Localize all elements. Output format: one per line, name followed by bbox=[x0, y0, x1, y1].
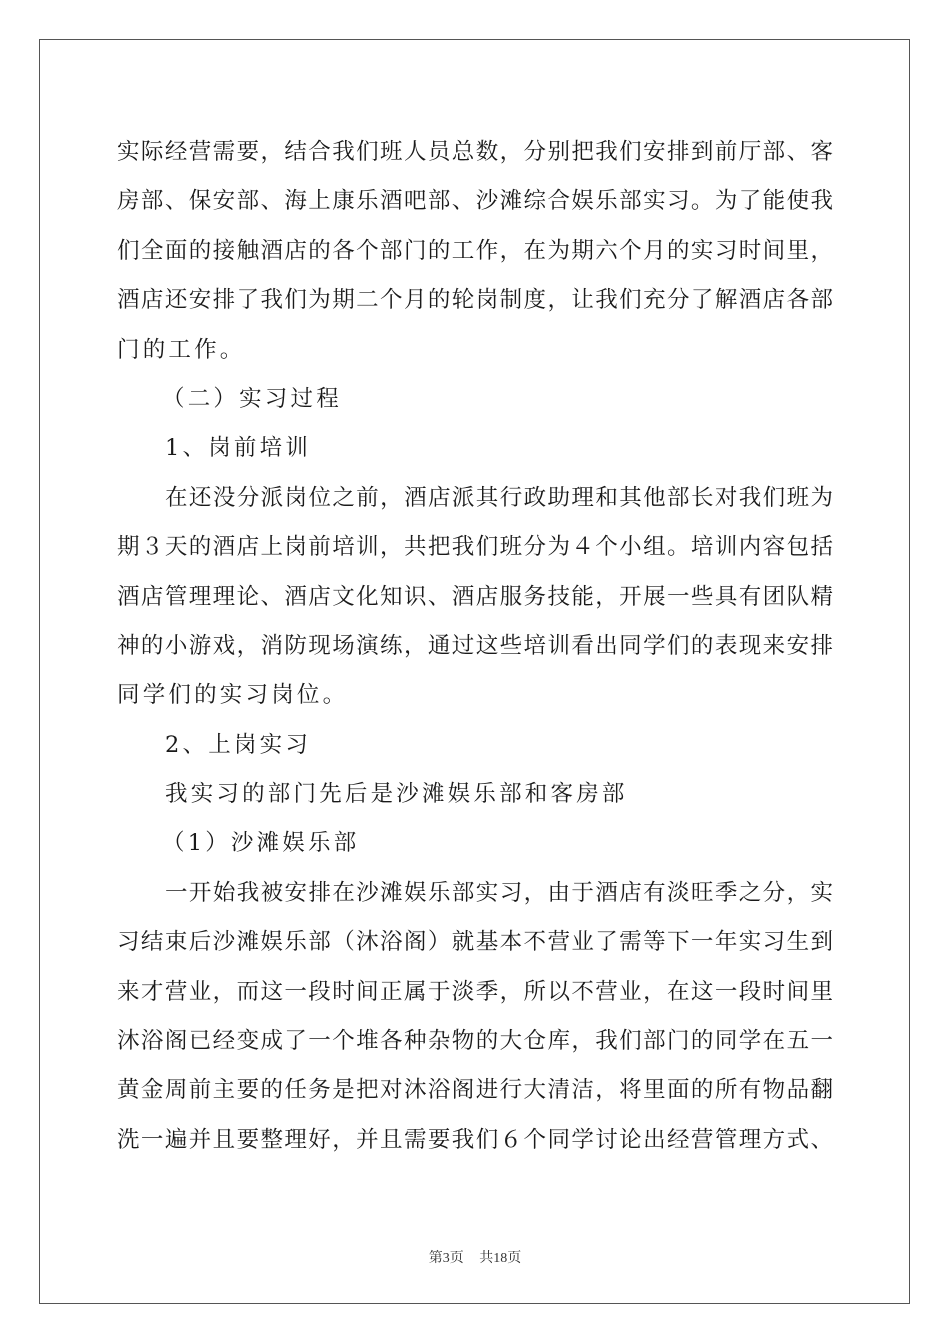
paragraph-line: 房部、保安部、海上康乐酒吧部、沙滩综合娱乐部实习。为了能使我 bbox=[117, 188, 833, 215]
page-number: 第3页 bbox=[428, 1251, 464, 1266]
paragraph-line: 实际经营需要，结合我们班人员总数，分别把我们安排到前厅部、客 bbox=[117, 139, 833, 165]
paragraph-line: 习结束后沙滩娱乐部（沐浴阁）就基本不营业了需等下一年实习生到 bbox=[117, 929, 833, 956]
paragraph-line: 沐浴阁已经变成了一个堆各种杂物的大仓库，我们部门的同学在五一 bbox=[117, 1028, 833, 1055]
paragraph-line: 期３天的酒店上岗前培训，共把我们班分为４个小组。培训内容包括 bbox=[117, 534, 833, 561]
subsection-heading: 1、岗前培训 bbox=[165, 435, 312, 462]
paragraph-line: 我实习的部门先后是沙滩娱乐部和客房部 bbox=[165, 781, 628, 808]
paragraph-line: 一开始我被安排在沙滩娱乐部实习，由于酒店有淡旺季之分，实 bbox=[165, 879, 833, 906]
page-footer bbox=[0, 1247, 950, 1267]
subsection-heading: 2、上岗实习 bbox=[165, 731, 312, 758]
paragraph-line: 神的小游戏，消防现场演练，通过这些培训看出同学们的表现来安排 bbox=[117, 632, 833, 659]
paragraph-line: 黄金周前主要的任务是把对沐浴阁进行大清洁，将里面的所有物品翻 bbox=[117, 1077, 833, 1104]
paragraph-line: 们全面的接触酒店的各个部门的工作，在为期六个月的实习时间里， bbox=[117, 237, 833, 264]
page-total: 共18页 bbox=[479, 1251, 522, 1266]
paragraph-line: 同学们的实习岗位。 bbox=[117, 682, 349, 709]
paragraph-line: 门的工作。 bbox=[117, 336, 246, 363]
document-body bbox=[117, 128, 833, 1165]
paragraph-line: 洗一遍并且要整理好，并且需要我们６个同学讨论出经营管理方式、 bbox=[117, 1126, 833, 1153]
paragraph-line: 来才营业，而这一段时间正属于淡季，所以不营业，在这一段时间里 bbox=[117, 978, 833, 1005]
section-heading: （二）实习过程 bbox=[162, 385, 342, 412]
subsection-heading: （1）沙滩娱乐部 bbox=[162, 830, 360, 857]
paragraph-line: 酒店管理理论、酒店文化知识、酒店服务技能，开展一些具有团队精 bbox=[117, 583, 833, 610]
paragraph-line: 在还没分派岗位之前，酒店派其行政助理和其他部长对我们班为 bbox=[165, 484, 833, 511]
paragraph-line: 酒店还安排了我们为期二个月的轮岗制度，让我们充分了解酒店各部 bbox=[117, 287, 833, 314]
